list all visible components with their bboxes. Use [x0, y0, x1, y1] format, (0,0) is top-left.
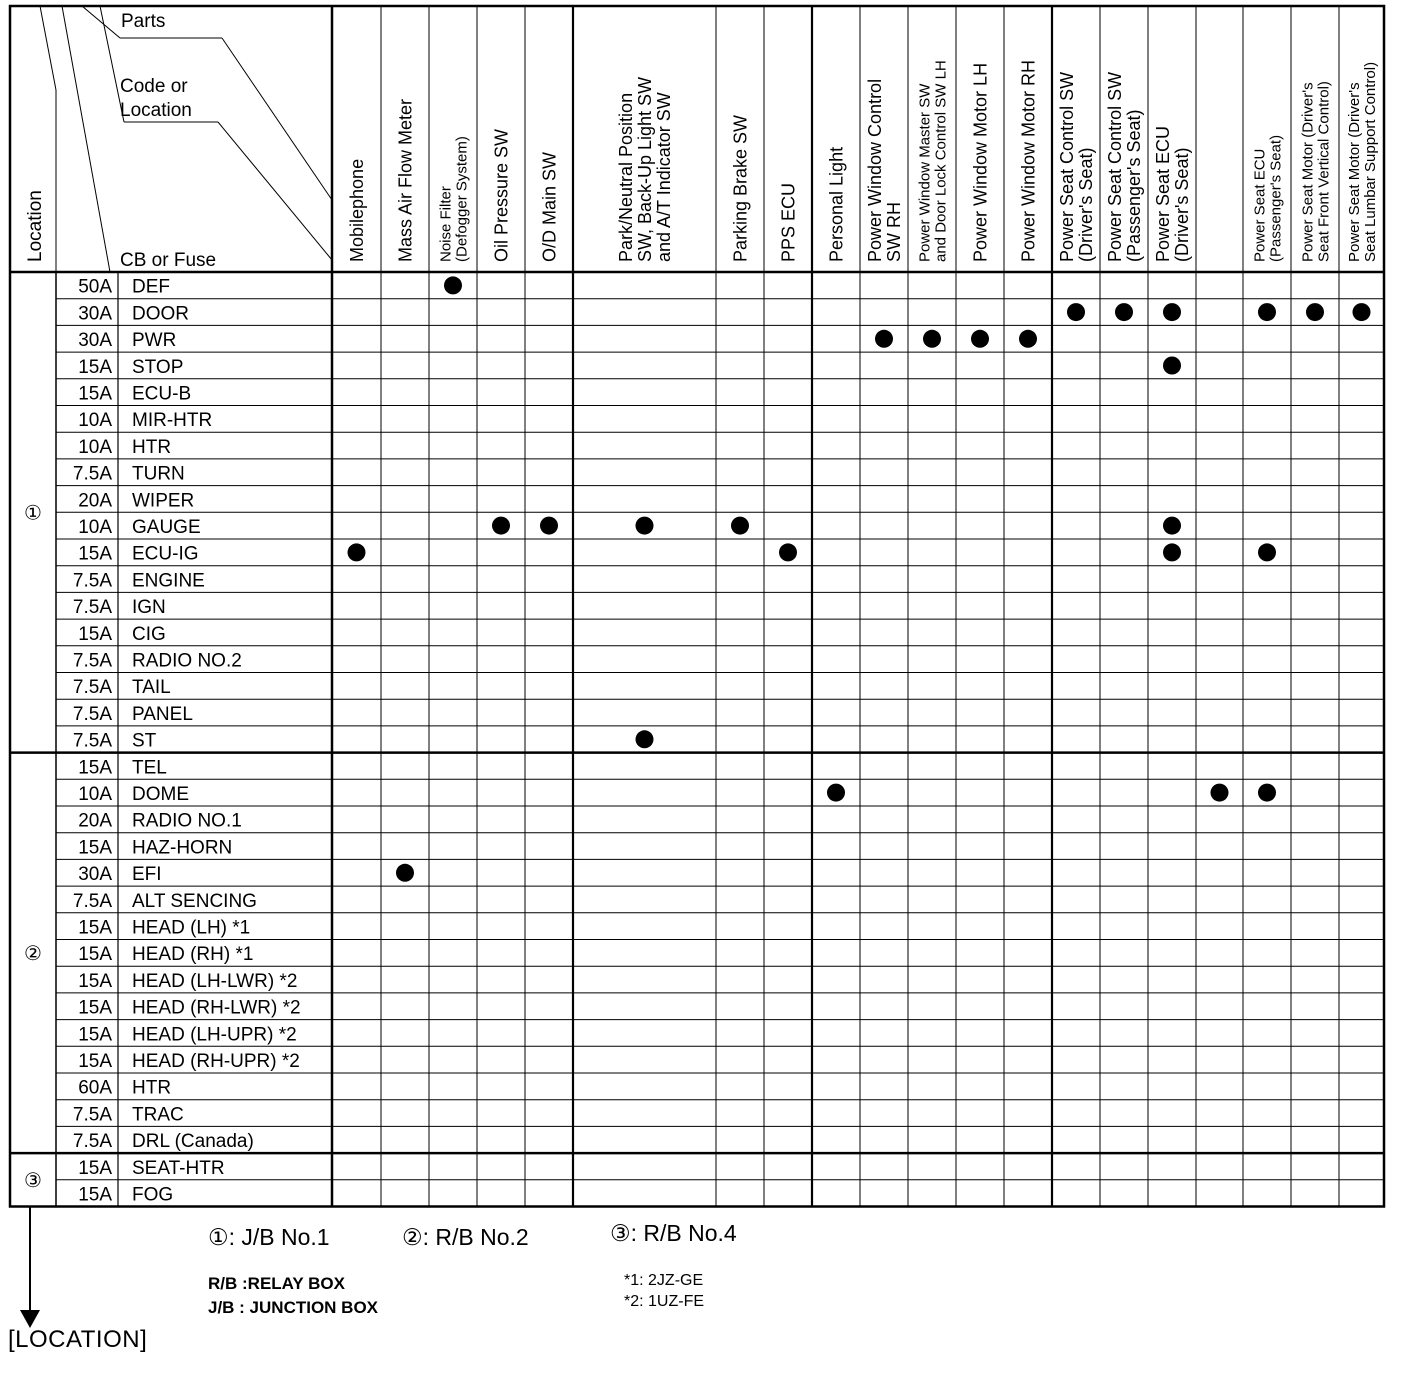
connection-dot	[348, 543, 366, 561]
fuse-name: RADIO NO.1	[132, 810, 242, 832]
connection-dot	[1163, 543, 1181, 561]
connection-dot	[1353, 303, 1371, 321]
fuse-name: EFI	[132, 864, 162, 886]
fuse-amperage: 20A	[78, 810, 112, 832]
column-header-10: and Door Lock Control SW LH	[932, 60, 950, 262]
connection-dot	[1163, 303, 1181, 321]
column-header-19: Power Seat Motor (Driver's	[1345, 82, 1363, 262]
fuse-name: HEAD (RH) *1	[132, 944, 254, 966]
fuse-name: MIR-HTR	[132, 410, 213, 432]
column-header-0: Mobilephone	[346, 158, 367, 262]
location-group-symbol-2: ②	[24, 942, 42, 965]
fuse-amperage: 7.5A	[72, 677, 112, 699]
column-header-18: Power Seat Motor (Driver's	[1299, 82, 1317, 262]
connection-dot	[1115, 303, 1133, 321]
column-header-14: (Passenger's Seat)	[1123, 109, 1144, 262]
fuse-amperage: 50A	[78, 276, 112, 298]
fuse-name: FOG	[132, 1184, 174, 1206]
fuse-amperage: 7.5A	[72, 570, 112, 592]
column-header-3: Oil Pressure SW	[491, 128, 512, 262]
column-header-13: (Driver's Seat)	[1075, 147, 1096, 262]
header-location-label: Location	[25, 190, 46, 262]
fuse-amperage: 15A	[78, 997, 112, 1019]
fuse-amperage: 7.5A	[72, 597, 112, 619]
fuse-amperage: 30A	[78, 864, 112, 886]
fuse-amperage: 10A	[78, 410, 112, 432]
fuse-name: HEAD (LH) *1	[132, 917, 251, 939]
column-header-19: Seat Lumbar Support Control)	[1361, 61, 1379, 262]
connection-dot	[731, 517, 749, 535]
fuse-name: HEAD (LH-LWR) *2	[132, 970, 298, 992]
fuse-amperage: 7.5A	[72, 463, 112, 485]
column-header-9: SW RH	[883, 202, 904, 262]
fuse-name: HTR	[132, 1077, 172, 1099]
connection-dot	[636, 730, 654, 748]
fuse-amperage: 15A	[78, 944, 112, 966]
fuse-amperage: 7.5A	[72, 703, 112, 725]
column-header-7: PPS ECU	[778, 182, 799, 262]
column-header-15: Power Seat ECU	[1152, 125, 1173, 262]
fuse-amperage: 15A	[78, 623, 112, 645]
fuse-name: SEAT-HTR	[132, 1157, 225, 1179]
fuse-amperage: 15A	[78, 837, 112, 859]
column-header-8: Personal Light	[826, 146, 847, 262]
fuse-amperage: 15A	[78, 356, 112, 378]
connection-dot	[1258, 303, 1276, 321]
fuse-name: HEAD (LH-UPR) *2	[132, 1024, 297, 1046]
column-header-2: (Defogger System)	[453, 136, 471, 262]
footnote-1: *1: 2JZ-GE	[624, 1272, 704, 1289]
fuse-name: HEAD (RH-UPR) *2	[132, 1051, 300, 1072]
fuse-amperage: 10A	[78, 784, 112, 805]
fuse-amperage: 15A	[78, 917, 112, 939]
connection-dot	[492, 517, 510, 535]
fuse-amperage: 15A	[78, 543, 112, 565]
column-header-17: (Passenger's Seat)	[1267, 134, 1285, 262]
connection-dot	[540, 517, 558, 535]
fuse-amperage: 7.5A	[72, 1131, 112, 1153]
fuse-name: WIPER	[132, 490, 195, 512]
column-header-5: SW, Back-Up Light SW	[634, 76, 655, 262]
location-arrow	[0, 0, 60, 1374]
header-code-label: Code or	[120, 76, 188, 97]
connection-dot	[1211, 784, 1229, 802]
fuse-amperage: 15A	[78, 757, 112, 779]
header-parts-label: Parts	[121, 11, 166, 32]
column-header-5: and A/T Indicator SW	[653, 92, 674, 262]
fuse-name: HEAD (RH-LWR) *2	[132, 997, 301, 1019]
fuse-amperage: 7.5A	[72, 730, 112, 752]
fuse-amperage: 15A	[78, 1051, 112, 1072]
location-group-symbol-1: ①	[24, 502, 42, 525]
fuse-name: HAZ-HORN	[132, 837, 233, 859]
column-header-4: O/D Main SW	[539, 151, 560, 262]
connection-dot	[396, 864, 414, 882]
fuse-name: DOME	[132, 784, 189, 805]
connection-dot	[1258, 784, 1276, 802]
fuse-amperage: 15A	[78, 1024, 112, 1046]
fuse-name: ENGINE	[132, 570, 205, 592]
column-header-1: Mass Air Flow Meter	[395, 98, 416, 262]
fuse-name: ALT SENCING	[132, 890, 257, 912]
legend-location-2: ②: R/B No.2	[402, 1224, 529, 1250]
fuse-name: IGN	[132, 597, 166, 619]
column-header-13: Power Seat Control SW	[1056, 71, 1077, 262]
fuse-amperage: 7.5A	[72, 890, 112, 912]
connection-dot	[1163, 357, 1181, 375]
legend-junction-box: J/B : JUNCTION BOX	[208, 1298, 379, 1317]
connection-dot	[779, 543, 797, 561]
fuse-amperage: 20A	[78, 490, 112, 512]
fuse-name: DEF	[132, 276, 170, 298]
fuse-name: STOP	[132, 356, 184, 378]
legend-relay-box: R/B :RELAY BOX	[208, 1274, 345, 1293]
column-header-5: Park/Neutral Position	[615, 92, 636, 262]
fuse-amperage: 60A	[78, 1077, 112, 1099]
fuse-amperage: 7.5A	[72, 650, 112, 672]
column-header-10: Power Window Master SW	[916, 83, 934, 262]
connection-dot	[1067, 303, 1085, 321]
connection-dot	[1258, 543, 1276, 561]
fuse-amperage: 15A	[78, 1184, 112, 1206]
column-header-17: Power Seat ECU	[1251, 148, 1269, 262]
header-cb-fuse-label: CB or Fuse	[120, 250, 217, 271]
column-header-15: (Driver's Seat)	[1171, 147, 1192, 262]
fuse-name: PWR	[132, 330, 177, 352]
fuse-name: ECU-IG	[132, 543, 199, 565]
header-code-label: Location	[120, 100, 192, 121]
connection-dot	[971, 330, 989, 348]
fuse-name: HTR	[132, 436, 172, 458]
fuse-name: TAIL	[132, 677, 171, 699]
fuse-amperage: 10A	[78, 436, 112, 458]
location-group-symbol-3: ③	[24, 1169, 42, 1192]
column-header-11: Power Window Motor LH	[970, 62, 991, 262]
header-diagonal	[222, 38, 332, 200]
connection-dot	[1163, 517, 1181, 535]
fuse-amperage: 30A	[78, 303, 112, 325]
connection-dot	[923, 330, 941, 348]
fuse-amperage: 15A	[78, 383, 112, 405]
legend-location-3: ③: R/B No.4	[610, 1220, 737, 1246]
column-header-14: Power Seat Control SW	[1104, 71, 1125, 262]
fuse-amperage: 30A	[78, 330, 112, 352]
column-header-9: Power Window Control	[864, 78, 885, 262]
fuse-name: CIG	[132, 623, 166, 645]
fuse-name: GAUGE	[132, 517, 201, 538]
connection-dot	[636, 517, 654, 535]
fuse-amperage: 15A	[78, 970, 112, 992]
connection-dot	[875, 330, 893, 348]
legend-location-1: ①: J/B No.1	[208, 1224, 330, 1250]
connection-dot	[1019, 330, 1037, 348]
column-header-6: Parking Brake SW	[730, 114, 751, 262]
fuse-amperage: 7.5A	[72, 1104, 112, 1126]
fuse-amperage: 10A	[78, 517, 112, 538]
connection-dot	[1306, 303, 1324, 321]
fuse-name: ECU-B	[132, 383, 192, 405]
column-header-18: Seat Front Vertical Control)	[1315, 81, 1333, 262]
footnote-2: *2: 1UZ-FE	[624, 1293, 705, 1310]
connection-dot	[827, 784, 845, 802]
header-diagonal	[62, 6, 110, 272]
fuse-name: RADIO NO.2	[132, 650, 242, 672]
fuse-name: ST	[132, 730, 157, 752]
connection-dot	[444, 276, 462, 294]
fuse-name: PANEL	[132, 703, 193, 725]
column-header-12: Power Window Motor RH	[1018, 59, 1039, 262]
location-label: [LOCATION]	[8, 1326, 148, 1353]
fuse-name: DOOR	[132, 303, 189, 325]
column-header-2: Noise Filter	[437, 186, 455, 262]
header-diagonal	[218, 122, 332, 260]
fuse-amperage: 15A	[78, 1157, 112, 1179]
fuse-name: TRAC	[132, 1104, 184, 1126]
fuse-name: TURN	[132, 463, 185, 485]
fuse-name: DRL (Canada)	[132, 1131, 254, 1153]
fuse-name: TEL	[132, 757, 167, 779]
